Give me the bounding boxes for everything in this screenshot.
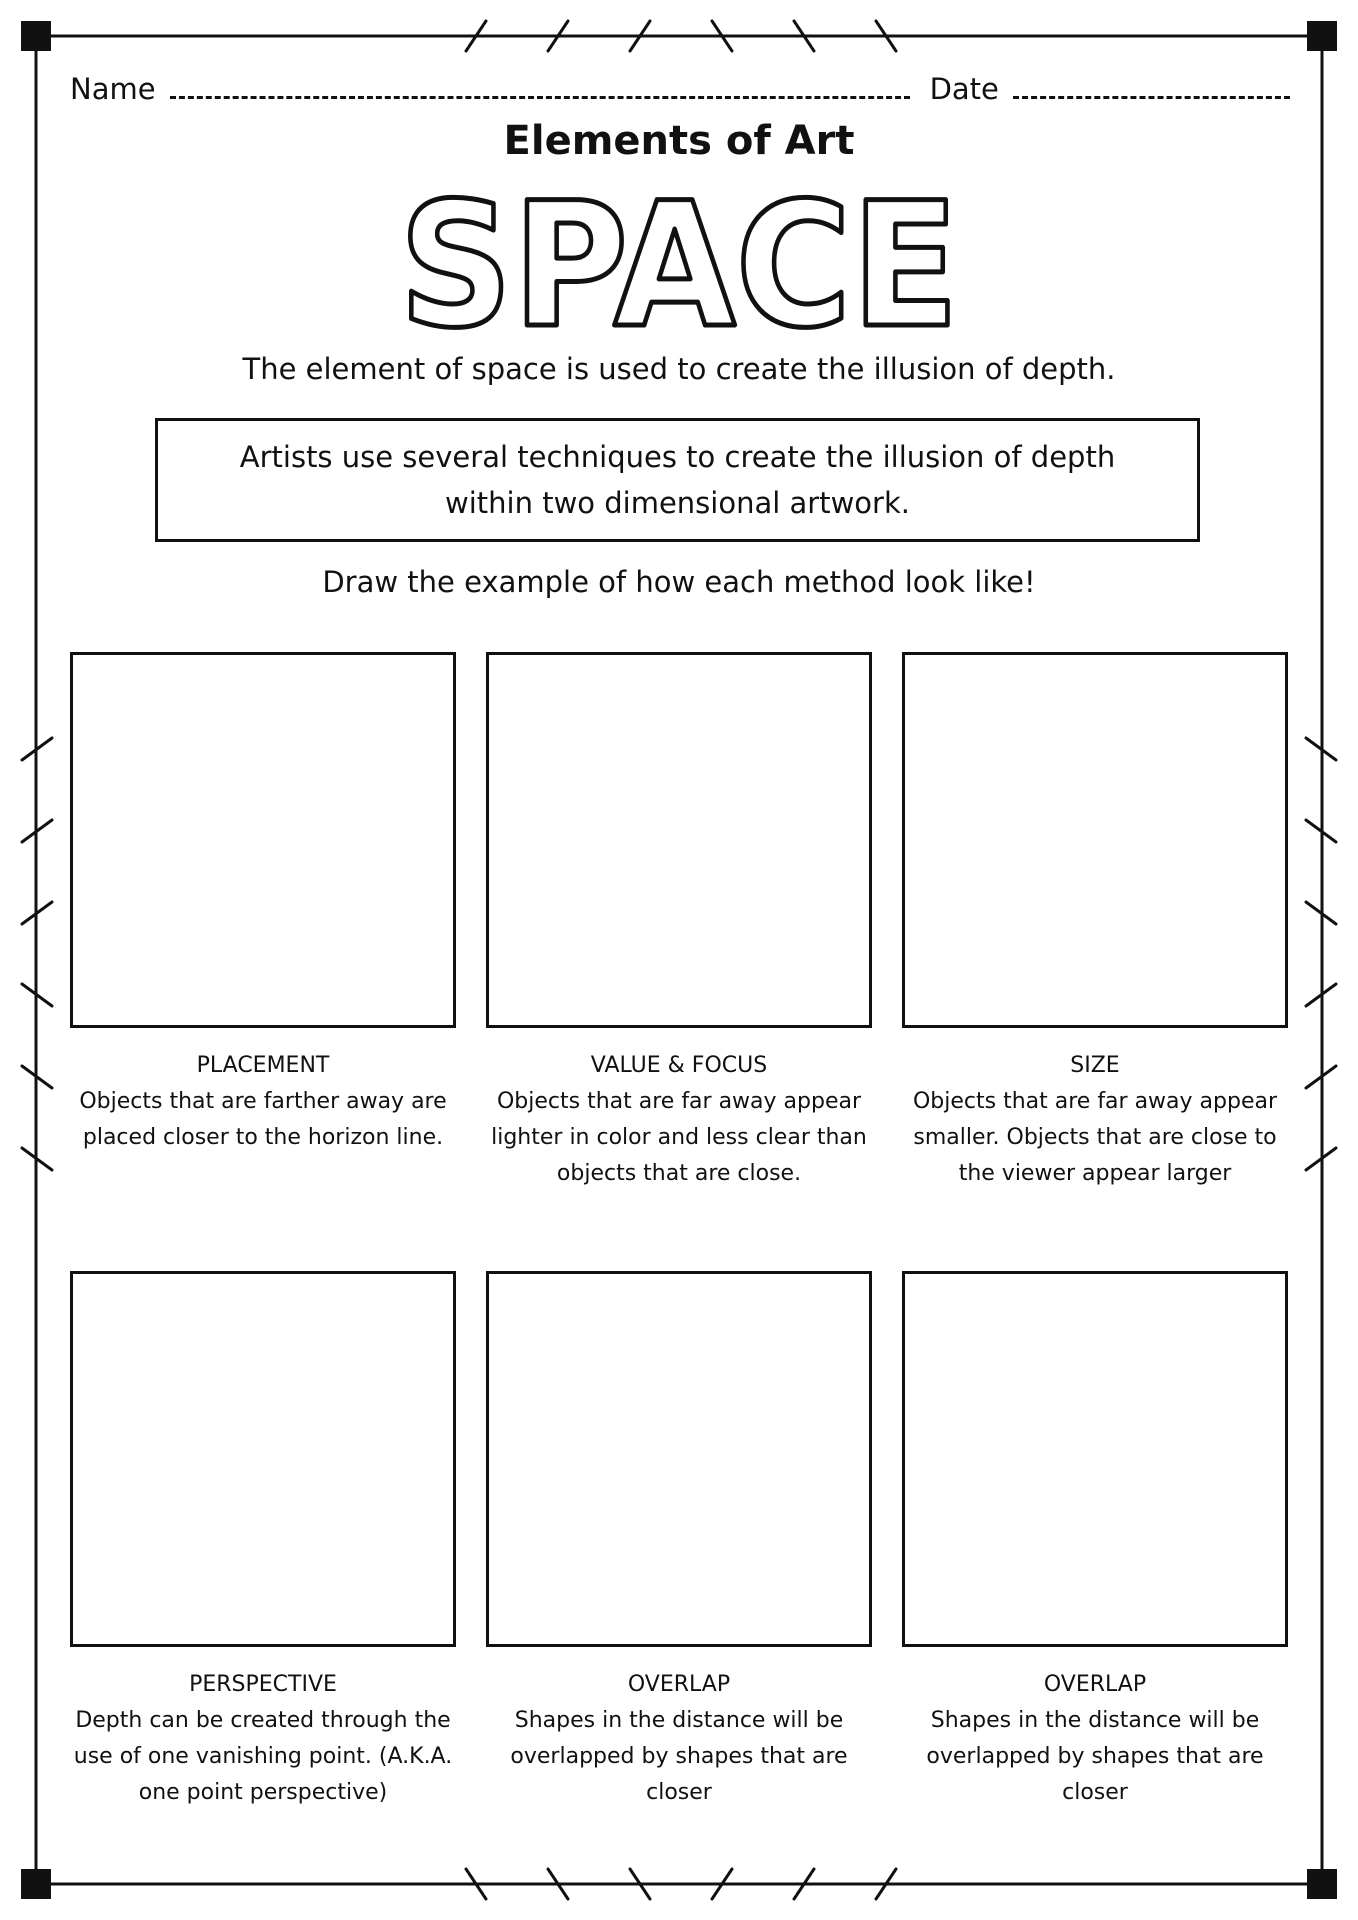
page-title-text: SPACE: [399, 175, 959, 345]
method-caption: [486, 1667, 872, 1811]
name-field[interactable]: [170, 94, 910, 99]
instruction-text: Draw the example of how each method look like!: [322, 565, 1036, 599]
method-title: VALUE & FOCUS: [590, 1053, 768, 1078]
drawing-box[interactable]: [70, 652, 456, 1028]
method-cell-size: [902, 652, 1288, 1192]
method-description: Depth can be created through the use of one vanishing point. (A.K.A. one point perspective): [73, 1708, 453, 1805]
drawing-box[interactable]: [486, 652, 872, 1028]
name-label: Name: [70, 72, 156, 106]
drawing-box[interactable]: [486, 1271, 872, 1647]
method-caption: [486, 1048, 872, 1192]
drawing-box[interactable]: [70, 1271, 456, 1647]
method-caption: [902, 1667, 1288, 1811]
date-label: Date: [929, 72, 999, 106]
method-description: Objects that are farther away are placed closer to the horizon line.: [79, 1089, 447, 1150]
method-description: Shapes in the distance will be overlapped by shapes that are closer: [926, 1708, 1264, 1805]
method-cell-perspective: [70, 1271, 456, 1811]
method-cell-value-focus: [486, 652, 872, 1192]
drawing-box[interactable]: [902, 652, 1288, 1028]
method-title: PERSPECTIVE: [189, 1672, 337, 1697]
method-description: Objects that are far away appear smaller. Objects that are close to the viewer appear larger: [912, 1089, 1278, 1186]
method-title: OVERLAP: [1043, 1672, 1147, 1697]
method-description: Shapes in the distance will be overlapped by shapes that are closer: [510, 1708, 848, 1805]
method-title: SIZE: [1070, 1053, 1120, 1078]
date-field[interactable]: [1013, 94, 1290, 99]
method-caption: [902, 1048, 1288, 1192]
page-subtitle: Elements of Art: [503, 118, 855, 164]
header-fields: [70, 64, 1290, 106]
page-title: [379, 175, 979, 345]
info-box-text: Artists use several techniques to create the illusion of depth within two dimensional artwork.: [239, 439, 1116, 520]
method-caption: [70, 1667, 456, 1811]
method-title: PLACEMENT: [196, 1053, 330, 1078]
method-cell-overlap-2: [902, 1271, 1288, 1811]
intro-text: The element of space is used to create the illusion of depth.: [242, 352, 1116, 386]
info-box: [155, 418, 1200, 542]
method-caption: [70, 1048, 456, 1156]
method-title: OVERLAP: [627, 1672, 731, 1697]
method-cell-placement: [70, 652, 456, 1156]
method-description: Objects that are far away appear lighter in color and less clear than objects that are close.: [491, 1089, 867, 1186]
drawing-box[interactable]: [902, 1271, 1288, 1647]
method-cell-overlap: [486, 1271, 872, 1811]
